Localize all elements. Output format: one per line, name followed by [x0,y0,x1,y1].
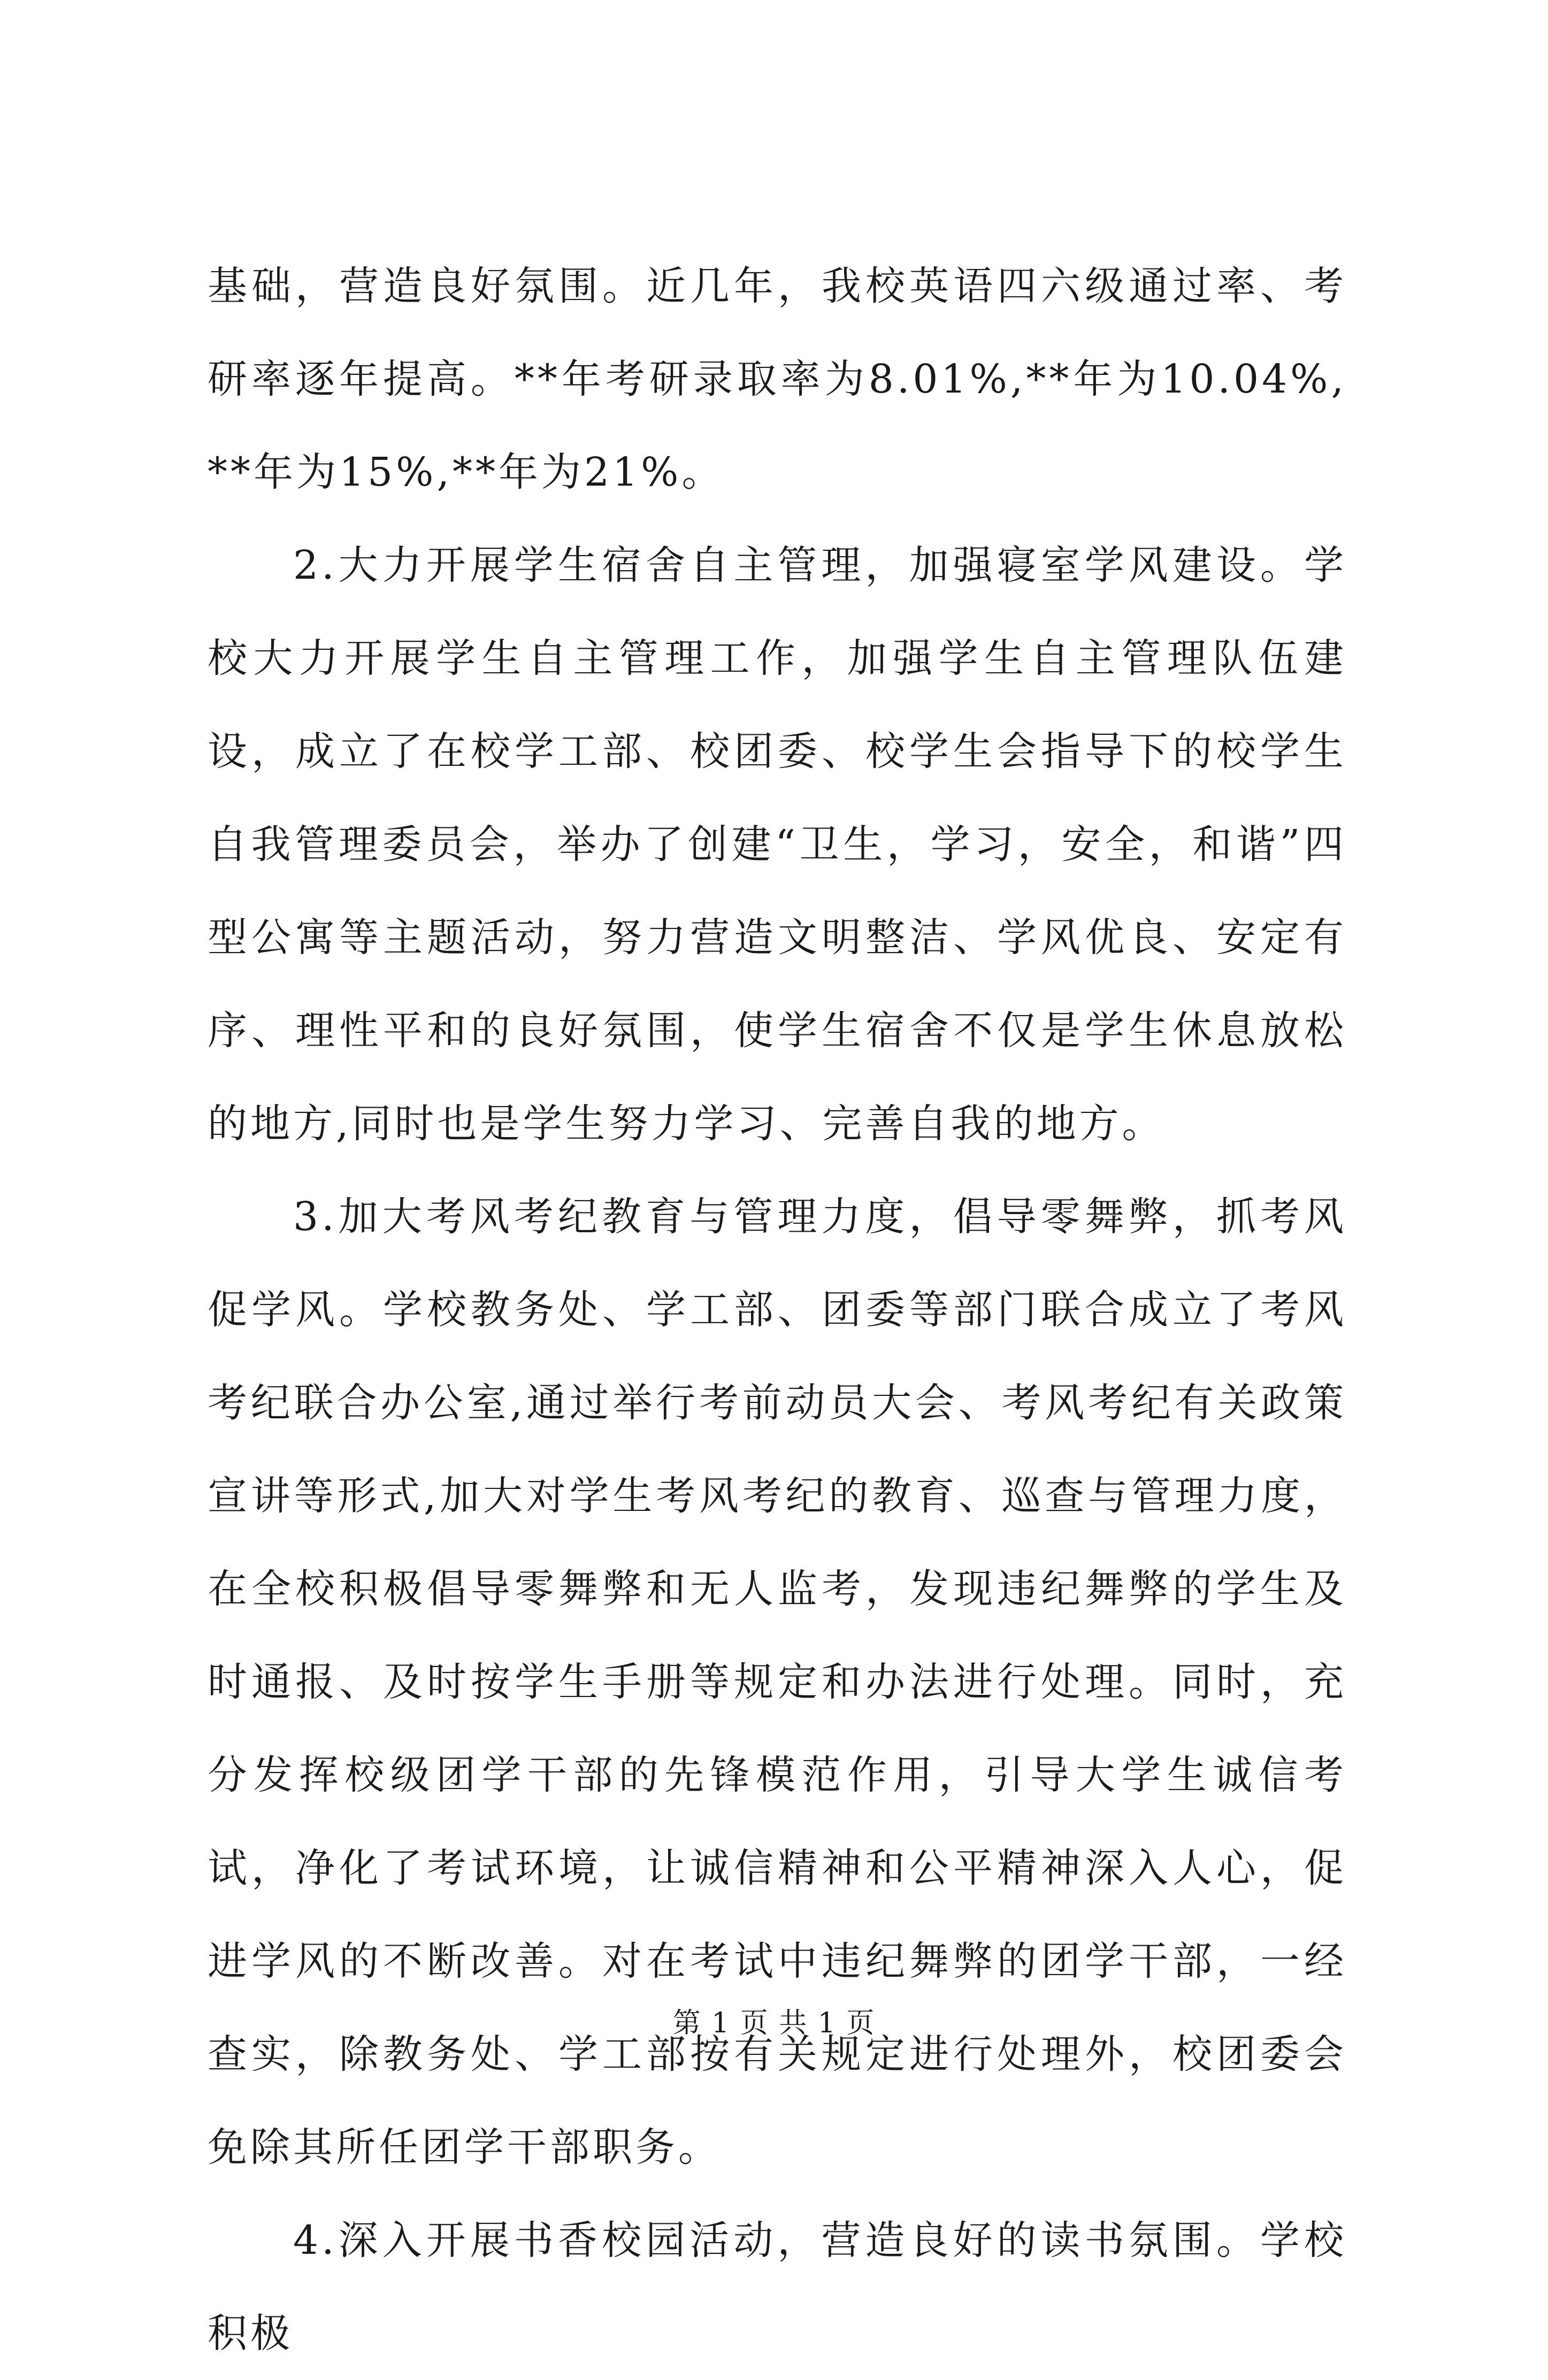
page-footer: 第 1 页 共 1 页 [672,2007,876,2039]
paragraph-exam-discipline: 3.加大考风考纪教育与管理力度，倡导零舞弊，抓考风促学风。学校教务处、学工部、团委等部门联合成立了考风考纪联合办公室,通过举行考前动员大会、考风考纪有关政策宣讲等形式,加大对学生考风考纪的教育、巡查与管理力度，在全校积极倡导零舞弊和无人监考，发现违纪舞弊的学生及时通报、及时按学生手册等规定和办法进行处理。同时，充分发挥校级团学干部的先锋模范作用，引导大学生诚信考试，净化了考试环境，让诚信精神和公平精神深入人心，促进学风的不断改善。对在考试中违纪舞弊的团学干部，一经查实，除教务处、学工部按有关规定进行处理外，校团委会免除其所任团学干部职务。 [208,1194,1347,2170]
paragraph-dormitory-management: 2.大力开展学生宿舍自主管理，加强寝室学风建设。学校大力开展学生自主管理工作，加强学生自主管理队伍建设，成立了在校学工部、校团委、校学生会指导下的校学生自我管理委员会，举办了创建“卫生，学习，安全，和谐”四型公寓等主题活动，努力营造文明整洁、学风优良、安定有序、理性平和的良好氛围，使学生宿舍不仅是学生休息放松的地方,同时也是学生努力学习、完善自我的地方。 [208,542,1347,1147]
paragraph-continuation: 基础，营造良好氛围。近几年，我校英语四六级通过率、考研率逐年提高。**年考研录取率为8.01%,**年为10.04%,**年为15%,**年为21%。 [208,263,1347,495]
document-body [208,240,1347,2380]
paragraph-reading-campus: 4.深入开展书香校园活动，营造良好的读书氛围。学校积极 [208,2217,1347,2356]
